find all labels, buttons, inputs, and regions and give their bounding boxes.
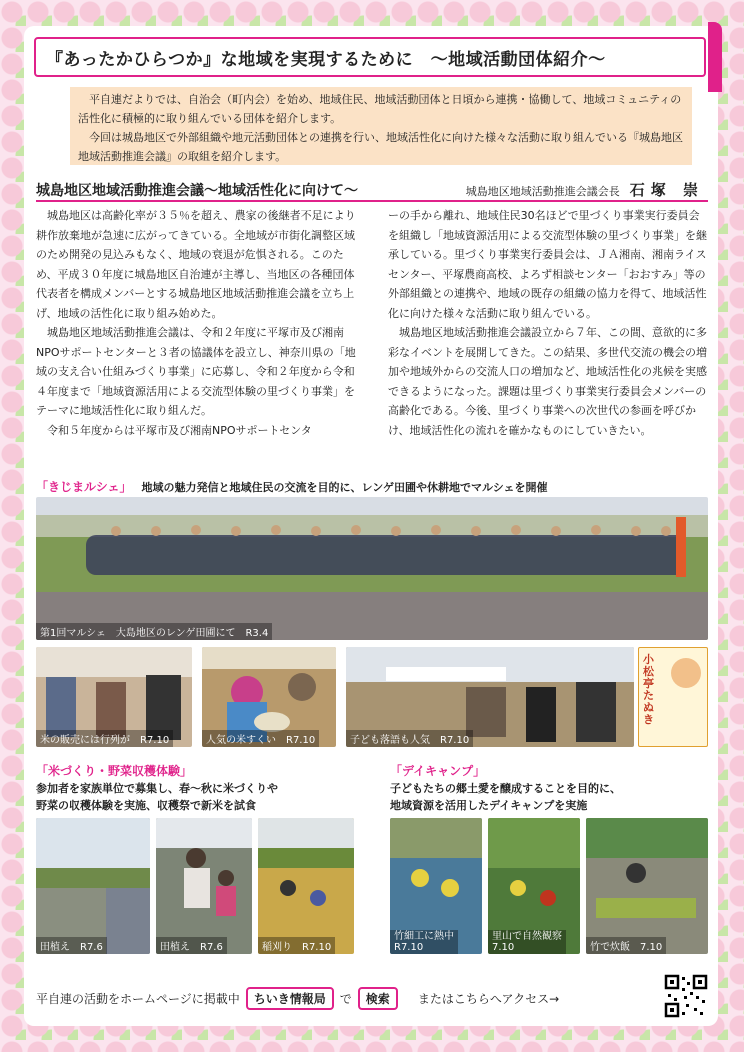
title-bar [34, 37, 706, 77]
marche-main-photo [36, 497, 708, 640]
article-right-p2: 城島地区地域活動推進会議設立から７年、この間、意欲的に多彩なイベントを展開してきた。この結果、多世代交流の機会の増加や地域外からの交流人口の増加など、地域活性化の兆候を実感できるようになった。課題は里づくり事業実行委員会メンバーの高齢化である。今後、里づくり事業への次世代の参画を呼びかけ、地域活性化の流れを確かなものにしていきたい。 [388, 326, 707, 437]
marche-photo-rice-sale [36, 647, 192, 747]
article-column-left [36, 206, 358, 440]
article-column-right [388, 206, 710, 440]
marche-main-caption: 第1回マルシェ 大島地区のレンゲ田圃にて R3.4 [36, 623, 272, 640]
rice-desc-line1: 参加者を家族単位で募集し、春～秋に米づくりや [36, 782, 278, 795]
intro-box [70, 87, 692, 165]
marche-caption-2: 人気の米すくい R7.10 [202, 730, 319, 747]
bamboo-rice-image [586, 818, 708, 954]
camp-desc-line1: 子どもたちの郷土愛を醸成することを目的に、 [390, 782, 621, 795]
planting-1-image [36, 818, 150, 954]
camp-desc [390, 780, 621, 814]
site-name-badge[interactable]: ちいき情報局 [246, 987, 334, 1010]
article-left-p3: 令和５年度からは平塚市及び湘南NPOサポートセンタ [47, 423, 312, 437]
camp-caption-2: 里山で自然観察 7.10 [488, 930, 566, 954]
article-right-p1: ーの手から離れ、地域住民30名ほどで里づくり事業実行委員会を組織し「地域資源活用による交流型体験の里づくり事業」を継承している。里づくり事業実行委員会は、ＪＡ湘南、湘南ライスセンター、平塚農商高校、よろず相談センター「おおすみ」等の外部組織との連携や、地域の既存の組織の協力を得て、地域活性化に向けた様々な活動に取り組んでいる。 [388, 209, 707, 320]
qr-code-image [664, 974, 708, 1018]
rice-desc [36, 780, 278, 814]
poster-face-icon [671, 658, 701, 688]
camp-header [390, 762, 485, 779]
article-heading: 城島地区地域活動推進会議～地域活性化に向けて～ [36, 183, 358, 199]
author-role: 城島地区地域活動推進会議会長 [465, 185, 620, 198]
rice-desc-line2: 野菜の収穫体験を実施、収穫祭で新米を試食 [36, 799, 256, 812]
rice-label: 「米づくり・野菜収穫体験」 [36, 764, 193, 778]
rice-photo-harvest [258, 818, 354, 954]
footer-text-2: で [339, 991, 352, 1006]
rice-caption-1: 田植え R7.6 [36, 937, 107, 954]
footer [36, 983, 716, 1013]
camp-photo-bamboo-rice [586, 818, 708, 954]
rice-photo-planting-2 [156, 818, 252, 954]
rice-caption-2: 田植え R7.6 [156, 937, 227, 954]
article-left-p1: 城島地区は高齢化率が３５％を超え、農家の後継者不足により耕作放棄地が急速に広がってきている。全地域が市街化調整区域のため開発の見込みもなく、地域の衰退が危惧される。このため、平成３０年度に城島地区自治連が主導し、当地区の各種団体代表者を構成メンバーとする城島地区地域活動推進会議を立ち上げ、地域の活性化に取り組み始めた。 [36, 209, 356, 320]
marche-photo-rice-scoop [202, 647, 336, 747]
footer-text-3: またはこちらへアクセス→ [417, 991, 560, 1006]
marche-label: 「きじまルシェ」 [36, 480, 132, 494]
marche-header [36, 478, 547, 495]
corner-tab [708, 22, 722, 92]
marche-desc: 地域の魅力発信と地域住民の交流を目的に、レンゲ田圃や休耕地でマルシェを開催 [141, 481, 548, 494]
rakugo-poster [638, 647, 708, 747]
author [466, 179, 704, 200]
intro-paragraph-1: 平自連だよりでは、自治会（町内会）を始め、地域住民、地域活動団体と日頃から連携・協働して、地域コミュニティの活性化に積極的に取り組んでいる団体を紹介します。 [78, 93, 682, 125]
poster-text: 小松亭たぬき [643, 653, 654, 726]
author-name: 石塚 崇 [629, 181, 704, 199]
rice-header [36, 762, 192, 779]
harvest-image [258, 818, 354, 954]
rice-caption-3: 稲刈り R7.10 [258, 937, 335, 954]
camp-label: 「デイキャンプ」 [390, 764, 486, 778]
camp-caption-1: 竹細工に熱中 R7.10 [390, 930, 458, 954]
camp-caption-3: 竹で炊飯 7.10 [586, 937, 666, 954]
marche-caption-1: 米の販売には行列が R7.10 [36, 730, 173, 747]
qr-code-icon[interactable] [664, 974, 708, 1018]
marche-caption-3: 子ども落語も人気 R7.10 [346, 730, 473, 747]
page-title: 『あったかひらつか』な地域を実現するために ～地域活動団体紹介～ [46, 49, 606, 70]
article-header [36, 176, 708, 202]
search-badge[interactable]: 検索 [358, 987, 398, 1010]
intro-paragraph-2: 今回は城島地区で外部組織や地元活動団体との連携を行い、地域活性化に向けた様々な活動に取り組んでいる『城島地区地域活動推進会議』の取組を紹介します。 [78, 131, 683, 163]
article-left-p2: 城島地区地域活動推進会議は、令和２年度に平塚市及び湘南NPOサポートセンターと３者の協議体を設立し、神奈川県の「地域の支え合い仕組みづくり事業」に応募し、令和２年度から令和４年度まで「地域資源活用による交流型体験の里づくり事業」をテーマに地域活性化に取り組んだ。 [36, 326, 356, 417]
camp-desc-line2: 地域資源を活用したデイキャンプを実施 [390, 799, 588, 812]
camp-photo-nature [488, 818, 580, 954]
rice-photo-planting-1 [36, 818, 150, 954]
marche-photo-rakugo [346, 647, 634, 747]
footer-text-1: 平自連の活動をホームページに掲載中 [36, 991, 240, 1006]
camp-photo-bamboo-craft [390, 818, 482, 954]
group-photo-image [36, 497, 708, 640]
planting-2-image [156, 818, 252, 954]
